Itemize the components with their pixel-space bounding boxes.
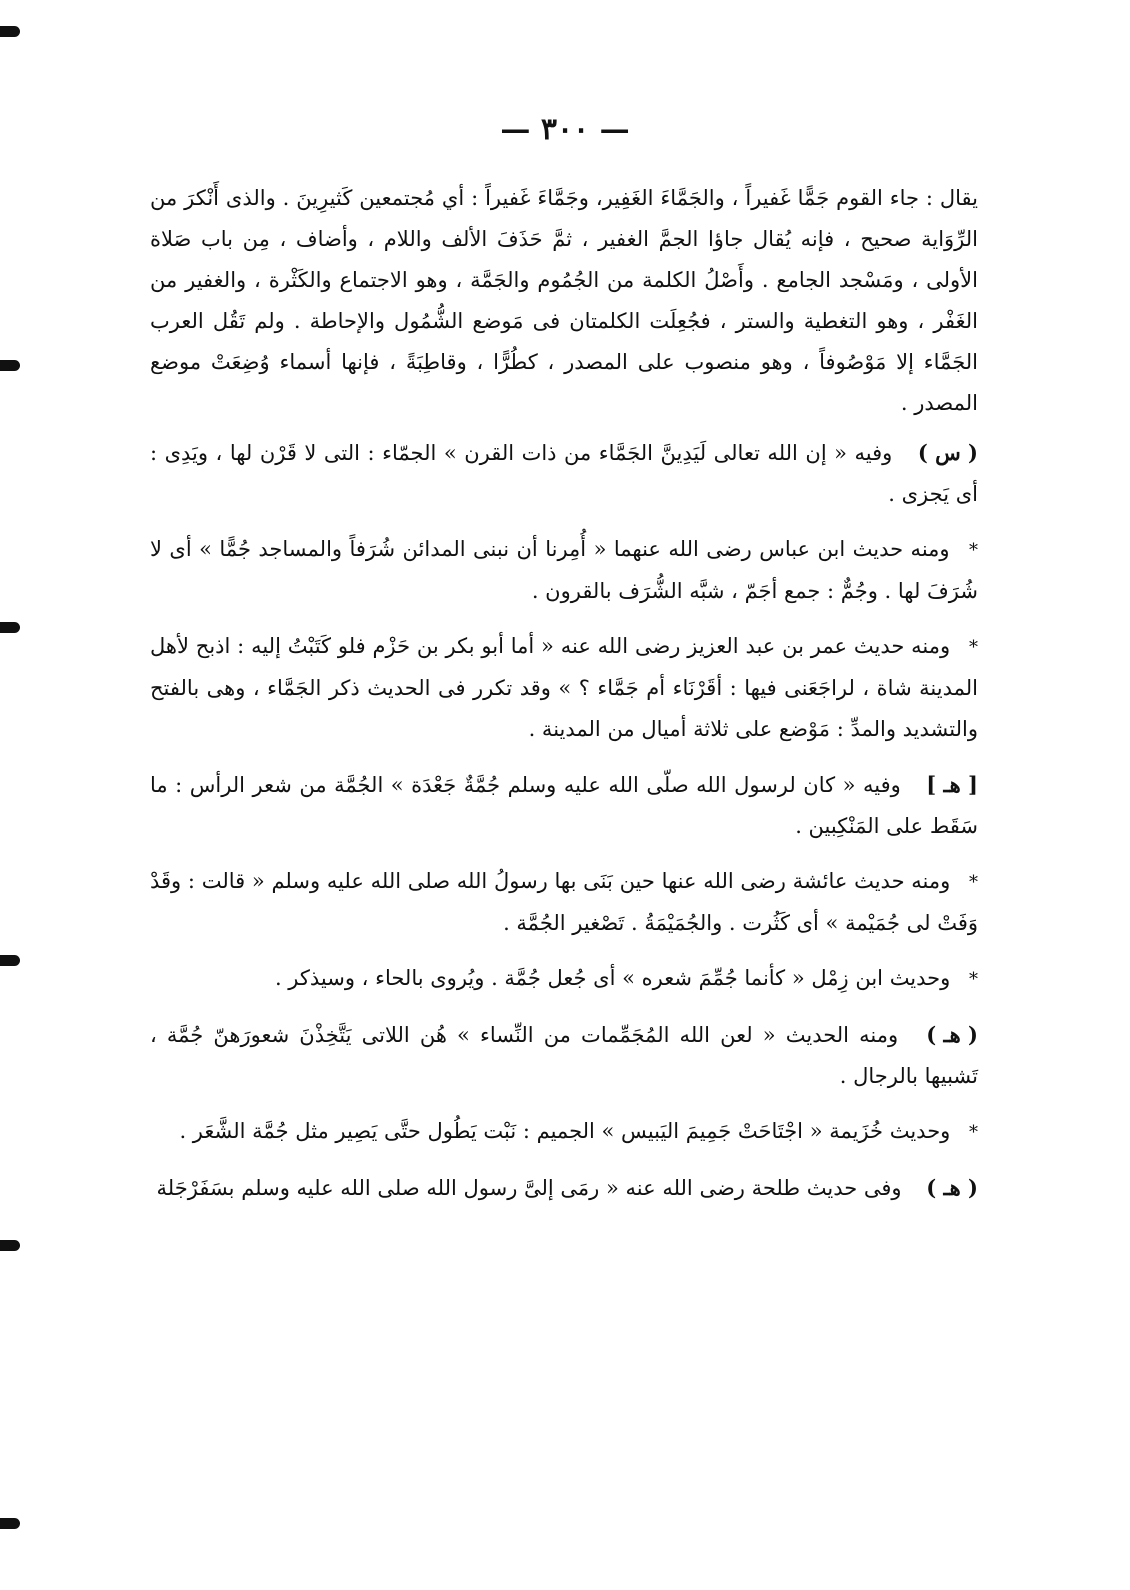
paragraph-text: وفيه « كان لرسول الله صلّى الله عليه وسلم جُمَّةٌ جَعْدَة » الجُمَّة من شعر الرأس : ما سَقَط على المَنْكِبين . (150, 773, 978, 838)
scan-edge-mark (0, 955, 20, 966)
page-body (150, 178, 978, 1223)
paragraph-text: يقال : جاء القوم جَمًّا غَفيراً ، والجَمَّاءَ الغَفِير، وجَمَّاءَ غَفيراً : أي مُجتمعين كَثيرِينَ . والذى أَنْكرَ من الرِّوَاية صحيح ، فإنه يُقال جاؤا الجمَّ الغفير ، ثمَّ حَذَفَ الألف واللام ، وأضاف ، مِن باب صَلاة الأولى ، ومَسْجد الجامع . وأَصْلُ الكلمة من الجُمُوم والجَمَّة ، وهو الاجتماع والكَثْرة ، والغفير من الغَفْر ، وهو التغطية والستر ، فجُعِلَت الكلمتان فى مَوضع الشُّمُول والإحاطة . ولم تَقُل العرب الجَمَّاء إلا مَوْصُوفاً ، وهو منصوب على المصدر ، كطُرًّا ، وقاطِبَةً ، فإنها أسماء وُضِعَتْ موضع المصدر . (150, 186, 978, 415)
source-marker: ( هـ ) (926, 1175, 978, 1200)
paragraph (150, 764, 978, 847)
page-number: — ٣٠٠ — (500, 112, 630, 147)
paragraph (150, 1014, 978, 1097)
star-marker: * (969, 969, 978, 990)
paragraph (150, 529, 978, 612)
paragraph-text: وفيه « إن الله تعالى لَيَدِينَّ الجَمَّاء من ذات القرن » الجمّاء : التى لا قَرْن لها ، ويَدِى : أى يَجزى . (150, 441, 978, 506)
paragraph-text: ومنه حديث عمر بن عبد العزيز رضى الله عنه « أما أبو بكر بن حَزْم فلو كَتَبْتُ إليه : اذبح لأهل المدينة شاة ، لراجَعَنى فيها : أقَرْنَاء أم جَمَّاء ؟ » وقد تكرر فى الحديث ذكر الجَمَّاء ، وهى بالفتح والتشديد والمدِّ : مَوْضع على ثلاثة أميال من المدينة . (150, 634, 978, 741)
paragraph (150, 958, 978, 1000)
star-marker: * (969, 1122, 978, 1143)
star-marker: * (969, 637, 978, 658)
paragraph (150, 1111, 978, 1153)
source-marker: ( س ) (917, 440, 978, 465)
paragraph-text: وحديث خُزَيمة « اجْتَاحَتْ جَمِيمَ اليَبيس » الجميم : نَبْت يَطُول حتَّى يَصِير مثل جُمَّة الشَّعَر . (179, 1119, 951, 1143)
scan-edge-mark (0, 26, 20, 37)
source-marker: ( هـ ) (926, 1022, 978, 1047)
paragraph (150, 861, 978, 944)
paragraph-text: ومنه حديث عائشة رضى الله عنها حين بَنَى بها رسولُ الله صلى الله عليه وسلم « قالت : وقَدْ وَفَتْ لى جُمَيْمة » أى كَثُرت . والجُمَيْمَةُ . تَصْغير الجُمَّة . (150, 869, 978, 935)
paragraph-text: ومنه الحديث « لعن الله المُجَمِّمات من النِّساء » هُن اللاتى يَتَّخِذْنَ شعورَهنّ جُمَّة ، تَشبيها بالرجال . (150, 1023, 978, 1088)
scan-edge-mark (0, 1518, 20, 1529)
scan-edge-mark (0, 622, 20, 633)
scan-edge-mark (0, 1240, 20, 1251)
star-marker: * (969, 540, 978, 561)
scan-edge-mark (0, 360, 20, 371)
paragraph (150, 1167, 978, 1209)
paragraph-text: وفى حديث طلحة رضى الله عنه « رمَى إلىَّ رسول الله صلى الله عليه وسلم بسَفَرْجَلة (156, 1176, 902, 1200)
paragraph (150, 626, 978, 750)
paragraph-text: ومنه حديث ابن عباس رضى الله عنهما « أُمِرنا أن نبنى المدائن شُرَفاً والمساجد جُمًّا » أى لا شُرَفَ لها . وجُمٌّ : جمع أجَمّ ، شبَّه الشُّرَف بالقرون . (150, 537, 978, 603)
paragraph (150, 432, 978, 515)
paragraph-text: وحديث ابن زِمْل « كأنما جُمِّمَ شعره » أى جُعل جُمَّة . ويُروى بالحاء ، وسيذكر . (274, 966, 951, 990)
paragraph (150, 178, 978, 424)
source-marker: [ هـ ] (926, 772, 978, 797)
star-marker: * (969, 872, 978, 893)
